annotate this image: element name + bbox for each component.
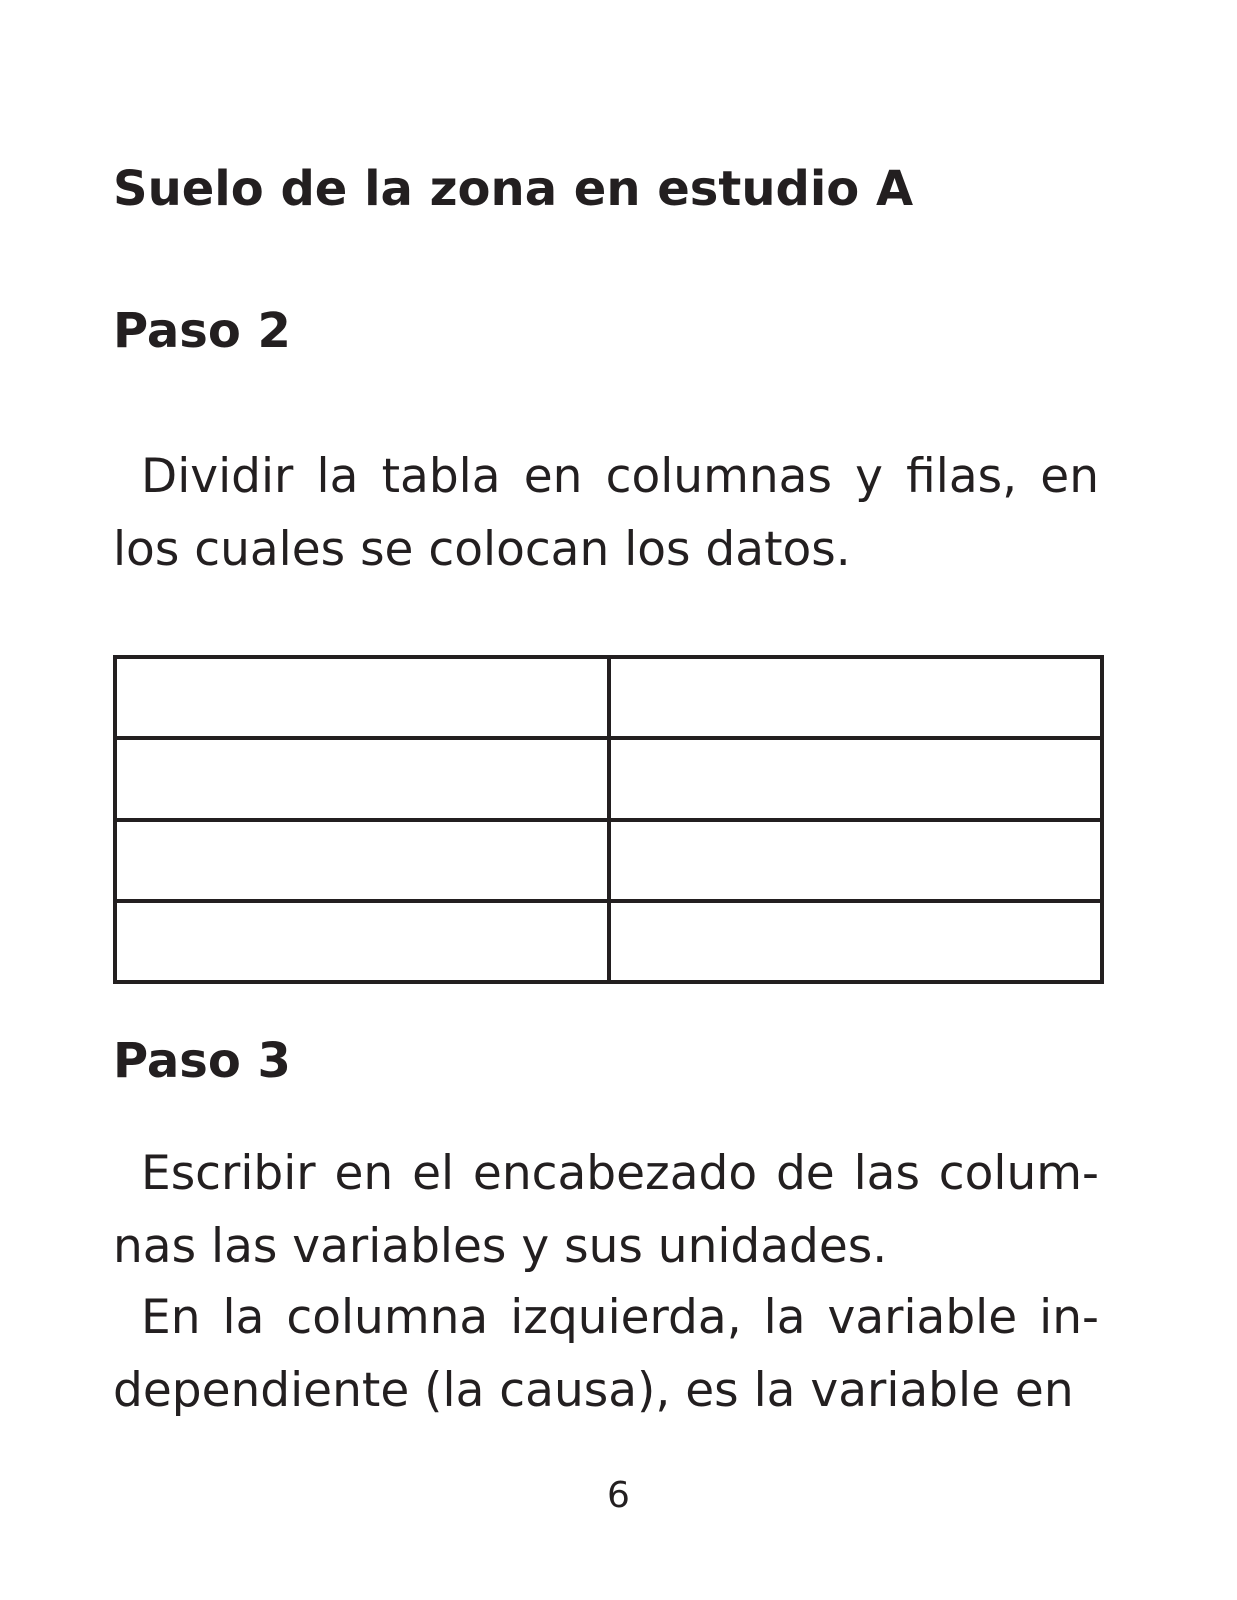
- table-cell: [609, 820, 1103, 901]
- table-cell: [115, 738, 609, 819]
- step-3-detail: En la columna izquierda, la variable independiente (la causa), es la variable en: [113, 1290, 1099, 1418]
- page-title: Suelo de la zona en estudio A: [113, 161, 914, 217]
- table-cell: [115, 657, 609, 738]
- table-cell: [115, 820, 609, 901]
- step-2-heading: Paso 2: [113, 303, 291, 359]
- table-row: [115, 657, 1102, 738]
- table-row: [115, 738, 1102, 819]
- table-row: [115, 820, 1102, 901]
- table-cell: [609, 738, 1103, 819]
- table-cell: [609, 657, 1103, 738]
- step-3-instruction: Escribir en el encabezado de las columnas las variables y sus unidades.: [113, 1146, 1099, 1274]
- table-cell: [115, 901, 609, 982]
- table-row: [115, 901, 1102, 982]
- step-2-instruction: Dividir la tabla en columnas y filas, en los cuales se colocan los datos.: [113, 449, 1099, 577]
- page-number: 6: [607, 1475, 630, 1516]
- step-3-heading: Paso 3: [113, 1033, 291, 1089]
- empty-data-table: [113, 655, 1104, 984]
- table-cell: [609, 901, 1103, 982]
